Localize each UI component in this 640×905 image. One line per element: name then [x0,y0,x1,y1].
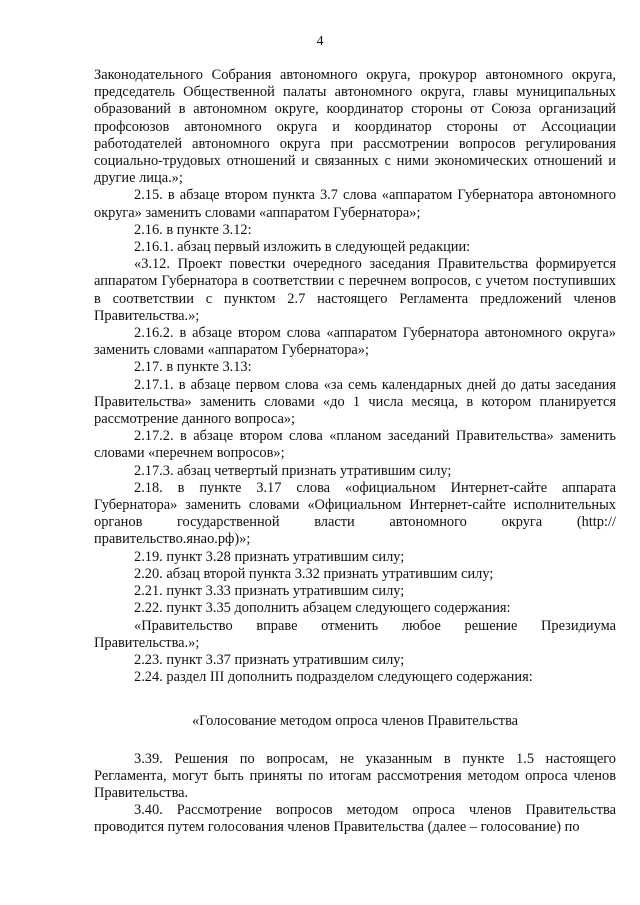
paragraph: 2.20. абзац второй пункта 3.32 признать утратившим силу; [134,565,494,582]
paragraph: 3.39. Решения по вопросам, не указанным в пункте 1.5 настоящего Регламента, могут быть приняты по итогам рассмотрения методом опроса членов Правительства. [94,750,616,801]
paragraph: 2.17. в пункте 3.13: [134,359,252,376]
paragraph: 2.23. пункт 3.37 признать утратившим силу; [134,651,405,668]
paragraph: 2.16.1. абзац первый изложить в следующей редакции: [134,239,471,256]
paragraph: 2.17.1. в абзаце первом слова «за семь календарных дней до даты заседания Правительства» заменить словами «до 1 числа месяца, в котором планируется рассмотрение данного вопроса»; [94,376,616,428]
paragraph: 2.15. в абзаце втором пункта 3.7 слова «аппаратом Губернатора автономного округа» заменить словами «аппаратом Губернатора»; [94,187,616,221]
paragraph: 2.17.2. в абзаце втором слова «планом заседаний Правительства» заменить словами «перечнем вопросов»; [94,428,616,462]
paragraph: 2.19. пункт 3.28 признать утратившим силу; [134,548,405,565]
section-heading: «Голосование методом опроса членов Правительства [191,713,519,730]
paragraph: 2.17.3. абзац четвертый признать утратившим силу; [134,462,452,479]
paragraph: 3.40. Рассмотрение вопросов методом опроса членов Правительства проводится путем голосования членов Правительства (далее – голосование) по [94,802,616,836]
paragraph: 2.16.2. в абзаце втором слова «аппаратом Губернатора автономного округа» заменить словами «аппаратом Губернатора»; [94,325,616,359]
paragraph: Законодательного Собрания автономного округа, прокурор автономного округа, председатель Общественной палаты автономного округа, главы муниципальных образований в автономном округе, координатор стороны от Союза организаций профсоюзов автономного округа и координатор стороны от Ассоциации работодателей автономного округа при рассмотрении вопросов регулирования социально-трудовых отношений и связанных с ними экономических отношений и другие лица.»; [94,67,616,187]
paragraph: 2.21. пункт 3.33 признать утратившим силу; [134,583,405,600]
paragraph: «Правительство вправе отменить любое решение Президиума Правительства.»; [94,617,616,651]
paragraph: «3.12. Проект повестки очередного заседания Правительства формируется аппаратом Губернатора в соответствии с перечнем вопросов, с учетом поступивших в соответствии с пунктом 2.7 настоящего Регламента предложений членов Правительства.»; [94,256,616,324]
paragraph: 2.24. раздел III дополнить подразделом следующего содержания: [134,669,533,686]
paragraph: 2.22. пункт 3.35 дополнить абзацем следующего содержания: [134,600,511,617]
paragraph: 2.18. в пункте 3.17 слова «официальном Интернет-сайте аппарата Губернатора» заменить словами «Официальном Интернет-сайте исполнительных органов государственной власти автономного округа (http://правительство.янао.рф)»; [94,479,616,548]
document-body [94,67,616,837]
paragraph: 2.16. в пункте 3.12: [134,221,252,238]
page-number: 4 [316,34,324,49]
